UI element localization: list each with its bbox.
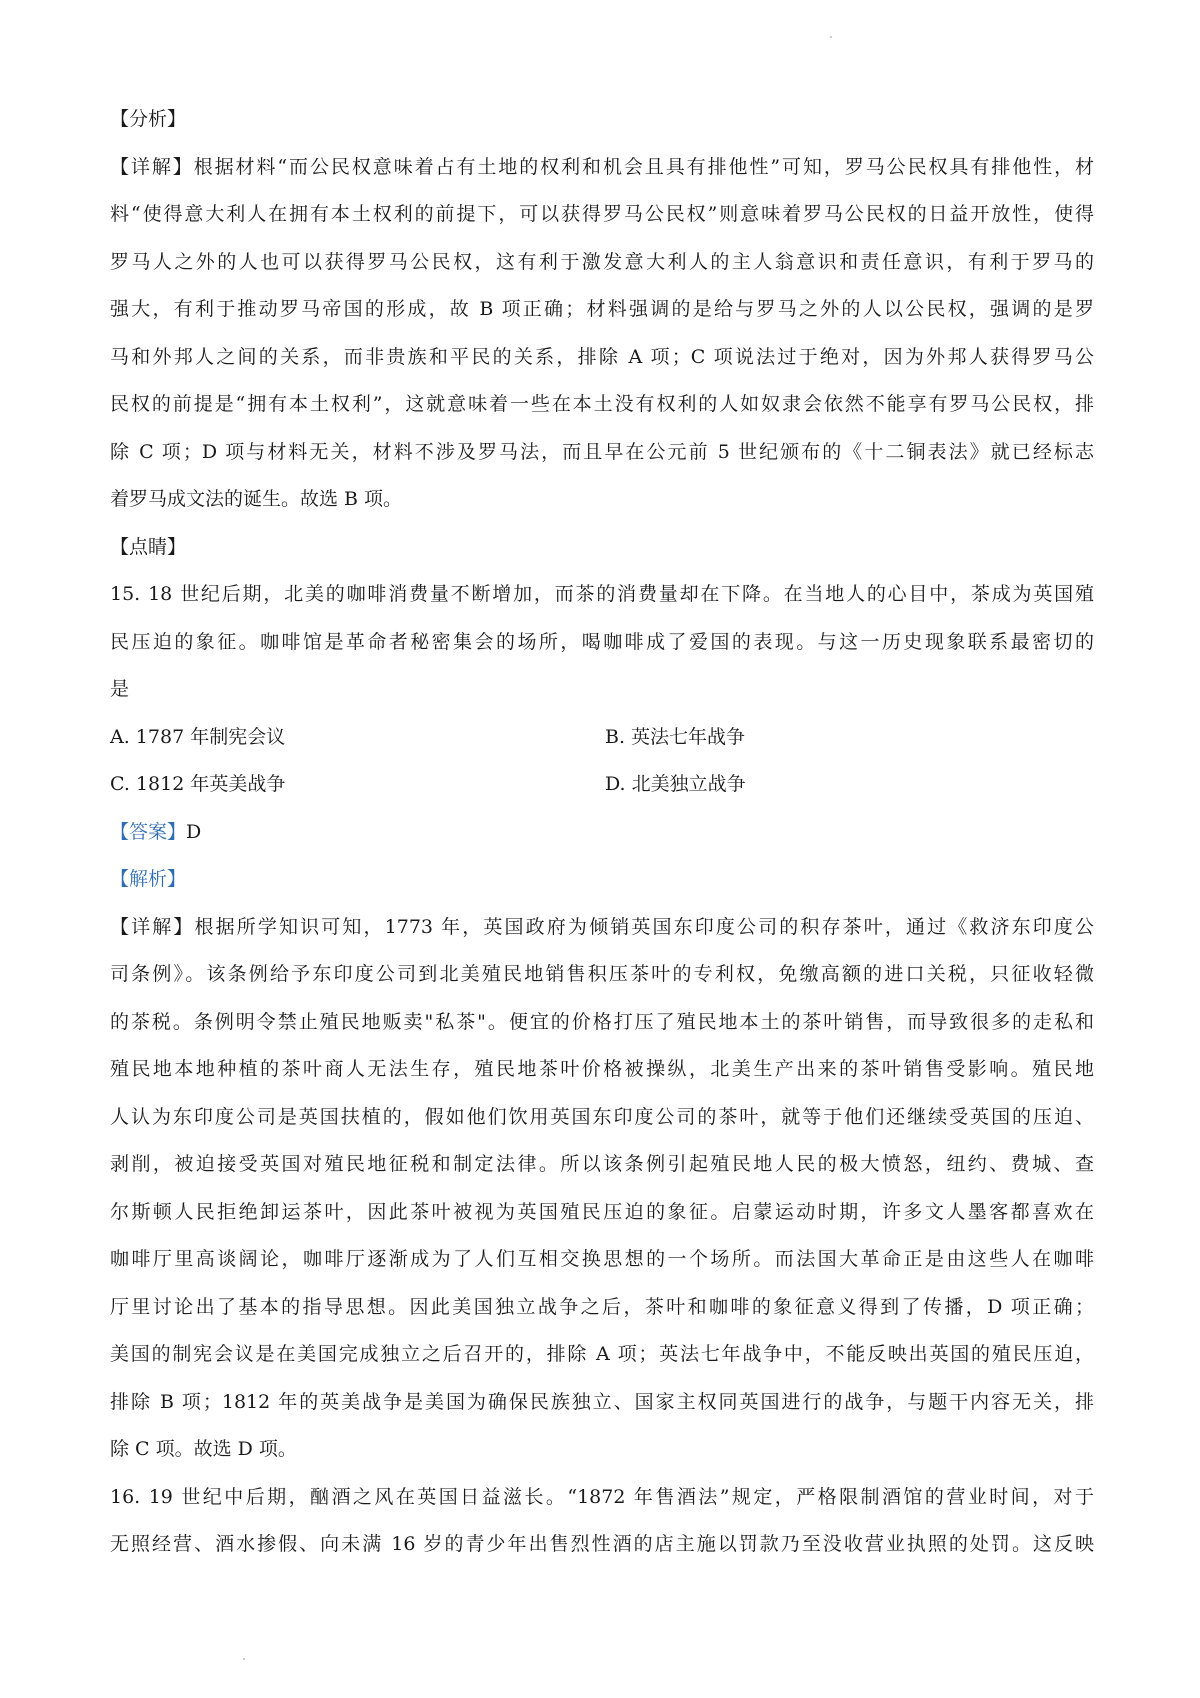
text-line: 美国的制宪会议是在美国完成独立之后召开的，排除 A 项；英法七年战争中，不能反映出英国的殖民压迫， [110, 1343, 1094, 1365]
option-d: D. 北美独立战争 [605, 773, 746, 795]
comment-heading: 【点睛】 [110, 535, 187, 558]
question-15-detail-paragraph [110, 904, 1094, 1474]
text-line: 民压迫的象征。咖啡馆是革命者秘密集会的场所，喝咖啡成了爱国的表现。与这一历史现象联系最密切的 [110, 630, 1094, 653]
text-line: 剥削，被迫接受英国对殖民地征税和制定法律。所以该条例引起殖民地人民的极大愤怒，纽约、费城、查 [110, 1153, 1094, 1175]
question-15-stem [110, 571, 1094, 714]
option-b: B. 英法七年战争 [605, 725, 746, 748]
answer-label: 【答案】 [110, 820, 187, 843]
analysis-heading: 【解析】 [110, 868, 187, 890]
bottom-speck [243, 1658, 245, 1660]
text-line: 除 C 项；D 项与材料无关，材料不涉及罗马法，而且早在公元前 5 世纪颁布的《十二铜表法》就已经标志 [110, 440, 1094, 463]
text-line: 【详解】根据材料“而公民权意味着占有土地的权利和机会且具有排他性”可知，罗马公民权具有排他性，材 [110, 155, 1094, 178]
answer-line [110, 809, 1094, 857]
option-c: C. 1812 年英美战争 [110, 773, 286, 795]
text-line: 15. 18 世纪后期，北美的咖啡消费量不断增加，而茶的消费量却在下降。在当地人的心目中，茶成为英国殖 [110, 583, 1094, 605]
option-a: A. 1787 年制宪会议 [110, 725, 286, 748]
question-15-options [110, 714, 1094, 809]
answer-value: D [186, 820, 202, 843]
text-line: 咖啡厅里高谈阔论，咖啡厅逐渐成为了人们互相交换思想的一个场所。而法国大革命正是由这些人在咖啡 [110, 1248, 1094, 1270]
text-line: 强大，有利于推动罗马帝国的形成，故 B 项正确；材料强调的是给与罗马之外的人以公民权，强调的是罗 [110, 298, 1094, 320]
question-16-stem [110, 1474, 1094, 1569]
top-speck [830, 36, 832, 38]
document-page [110, 96, 1094, 1569]
text-line: 罗马人之外的人也可以获得罗马公民权，这有利于激发意大利人的主人翁意识和责任意识，有利于罗马的 [110, 250, 1094, 273]
analysis-heading: 【分析】 [110, 108, 187, 130]
text-line: 料“使得意大利人在拥有本土权利的前提下，可以获得罗马公民权”则意味着罗马公民权的日益开放性，使得 [110, 203, 1094, 225]
text-line: 【详解】根据所学知识可知，1773 年，英国政府为倾销英国东印度公司的积存茶叶，通过《救济东印度公 [110, 915, 1094, 938]
text-line: 是 [110, 678, 130, 700]
text-line: 除 C 项。故选 D 项。 [110, 1438, 297, 1460]
text-line: 马和外邦人之间的关系，而非贵族和平民的关系，排除 A 项；C 项说法过于绝对，因为外邦人获得罗马公 [110, 345, 1094, 368]
text-line: 殖民地本地种植的茶叶商人无法生存，殖民地茶叶价格被操纵，北美生产出来的茶叶销售受影响。殖民地 [110, 1058, 1094, 1080]
text-line: 民权的前提是“拥有本土权利”，这就意味着一些在本土没有权利的人如奴隶会依然不能享有罗马公民权，排 [110, 393, 1094, 415]
text-line: 司条例》。该条例给予东印度公司到北美殖民地销售积压茶叶的专利权，免缴高额的进口关税，只征收轻微 [110, 963, 1094, 985]
text-line: 人认为东印度公司是英国扶植的，假如他们饮用英国东印度公司的茶叶，就等于他们还继续受英国的压迫、 [110, 1105, 1094, 1128]
prev-detail-paragraph [110, 144, 1094, 524]
text-line: 的茶税。条例明令禁止殖民地贩卖"私茶"。便宜的价格打压了殖民地本土的茶叶销售，而导致很多的走私和 [110, 1010, 1094, 1033]
text-line: 无照经营、酒水掺假、向未满 16 岁的青少年出售烈性酒的店主施以罚款乃至没收营业执照的处罚。这反映 [110, 1533, 1094, 1555]
text-line: 厅里讨论出了基本的指导思想。因此美国独立战争之后，茶叶和咖啡的象征意义得到了传播，D 项正确； [110, 1295, 1094, 1318]
text-line: 16. 19 世纪中后期，酗酒之风在英国日益滋长。“1872 年售酒法”规定，严格限制酒馆的营业时间，对于 [110, 1485, 1094, 1508]
text-line: 尔斯顿人民拒绝卸运茶叶，因此茶叶被视为英国殖民压迫的象征。启蒙运动时期，许多文人墨客都喜欢在 [110, 1200, 1094, 1223]
text-line: 着罗马成文法的诞生。故选 B 项。 [110, 488, 403, 510]
text-line: 排除 B 项；1812 年的英美战争是美国为确保民族独立、国家主权同英国进行的战争，与题干内容无关，排 [110, 1390, 1094, 1413]
